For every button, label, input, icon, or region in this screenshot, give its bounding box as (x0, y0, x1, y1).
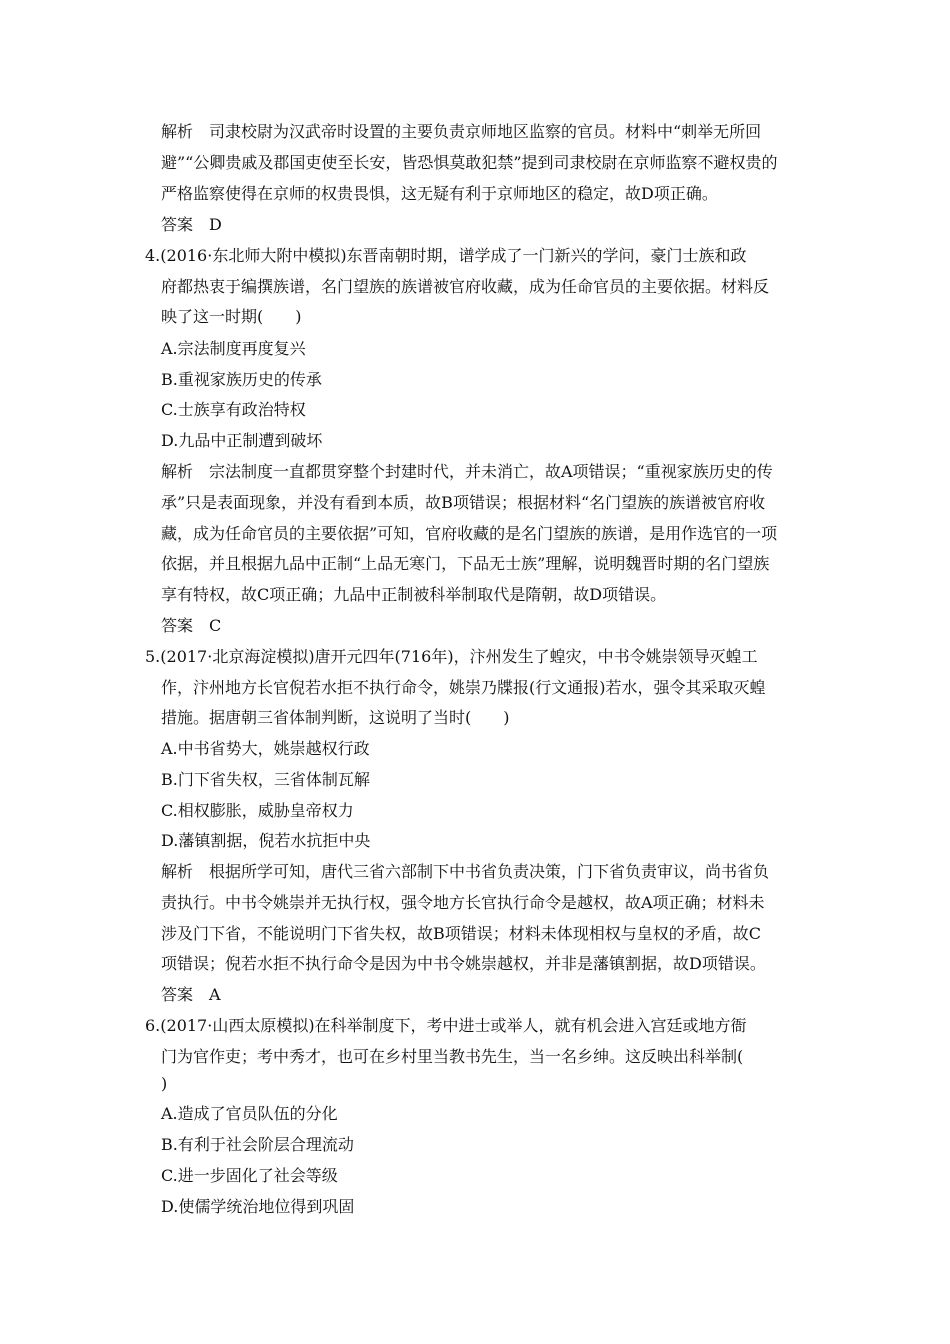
q4-option-b: B.重视家族历史的传承 (161, 370, 322, 389)
q4-stem-line-1: 4.(2016·东北师大附中模拟)东晋南朝时期，谱学成了一门新兴的学问，豪门士族和政 (145, 246, 747, 265)
q4-stem-line-2: 府都热衷于编撰族谱，名门望族的族谱被官府收藏，成为任命官员的主要依据。材料反 (161, 277, 770, 296)
q4-option-c: C.士族享有政治特权 (161, 400, 306, 419)
q6-stem-line-2: 门为官作吏；考中秀才，也可在乡村里当教书先生，当一名乡绅。这反映出科举制( (161, 1047, 744, 1066)
q3-answer: 答案 D (161, 215, 222, 234)
q6-option-a: A.造成了官员队伍的分化 (161, 1104, 338, 1123)
q4-answer: 答案 C (161, 616, 222, 635)
q3-analysis-line-3: 严格监察使得在京师的权贵畏惧，这无疑有利于京师地区的稳定，故D项正确。 (161, 184, 718, 203)
q5-analysis-line-1: 解析 根据所学可知，唐代三省六部制下中书省负责决策，门下省负责审议，尚书省负 (161, 862, 770, 881)
q5-option-a: A.中书省势大，姚崇越权行政 (161, 739, 370, 758)
q5-stem-line-1: 5.(2017·北京海淀模拟)唐开元四年(716年)，汴州发生了蝗灾，中书令姚崇领导灭蝗工 (145, 647, 758, 666)
q5-option-b: B.门下省失权，三省体制瓦解 (161, 770, 370, 789)
q5-analysis-line-4: 项错误；倪若水拒不执行命令是因为中书令姚崇越权，并非是藩镇割据，故D项错误。 (161, 954, 766, 973)
q5-answer: 答案 A (161, 985, 221, 1004)
q4-analysis-line-2: 承”只是表面现象，并没有看到本质，故B项错误；根据材料“名门望族的族谱被官府收 (161, 493, 766, 512)
q4-analysis-line-3: 藏，成为任命官员的主要依据”可知，官府收藏的是名门望族的族谱，是用作选官的一项 (161, 524, 778, 543)
q6-stem-line-3: ) (161, 1074, 168, 1093)
q5-option-c: C.相权膨胀，威胁皇帝权力 (161, 801, 354, 820)
q5-stem-line-3: 措施。据唐朝三省体制判断，这说明了当时( ) (161, 708, 510, 727)
q4-stem-line-3: 映了这一时期( ) (161, 307, 302, 326)
q4-analysis-line-4: 依据，并且根据九品中正制“上品无寒门，下品无士族”理解，说明魏晋时期的名门望族 (161, 554, 770, 573)
q4-option-d: D.九品中正制遭到破坏 (161, 431, 323, 450)
q3-analysis-line-1: 解析 司隶校尉为汉武帝时设置的主要负责京师地区监察的官员。材料中“刺举无所回 (161, 122, 762, 141)
q6-option-d: D.使儒学统治地位得到巩固 (161, 1197, 355, 1216)
q4-analysis-line-1: 解析 宗法制度一直都贯穿整个封建时代，并未消亡，故A项错误；“重视家族历史的传 (161, 462, 773, 481)
q5-option-d: D.藩镇割据，倪若水抗拒中央 (161, 831, 371, 850)
q4-analysis-line-5: 享有特权，故C项正确；九品中正制被科举制取代是隋朝，故D项错误。 (161, 585, 667, 604)
q3-analysis-line-2: 避”“公卿贵戚及郡国吏使至长安，皆恐惧莫敢犯禁”提到司隶校尉在京师监察不避权贵的 (161, 153, 778, 172)
q6-option-c: C.进一步固化了社会等级 (161, 1166, 338, 1185)
q5-analysis-line-2: 责执行。中书令姚崇并无执行权，强令地方长官执行命令是越权，故A项正确；材料未 (161, 893, 765, 912)
q6-stem-line-1: 6.(2017·山西太原模拟)在科举制度下，考中进士或举人，就有机会进入宫廷或地方衙 (145, 1016, 747, 1035)
q5-analysis-line-3: 涉及门下省，不能说明门下省失权，故B项错误；材料未体现相权与皇权的矛盾，故C (161, 924, 762, 943)
q4-option-a: A.宗法制度再度复兴 (161, 339, 306, 358)
q5-stem-line-2: 作，汴州地方长官倪若水拒不执行命令，姚崇乃牒报(行文通报)若水，强令其采取灭蝗 (161, 678, 766, 697)
q6-option-b: B.有利于社会阶层合理流动 (161, 1135, 354, 1154)
